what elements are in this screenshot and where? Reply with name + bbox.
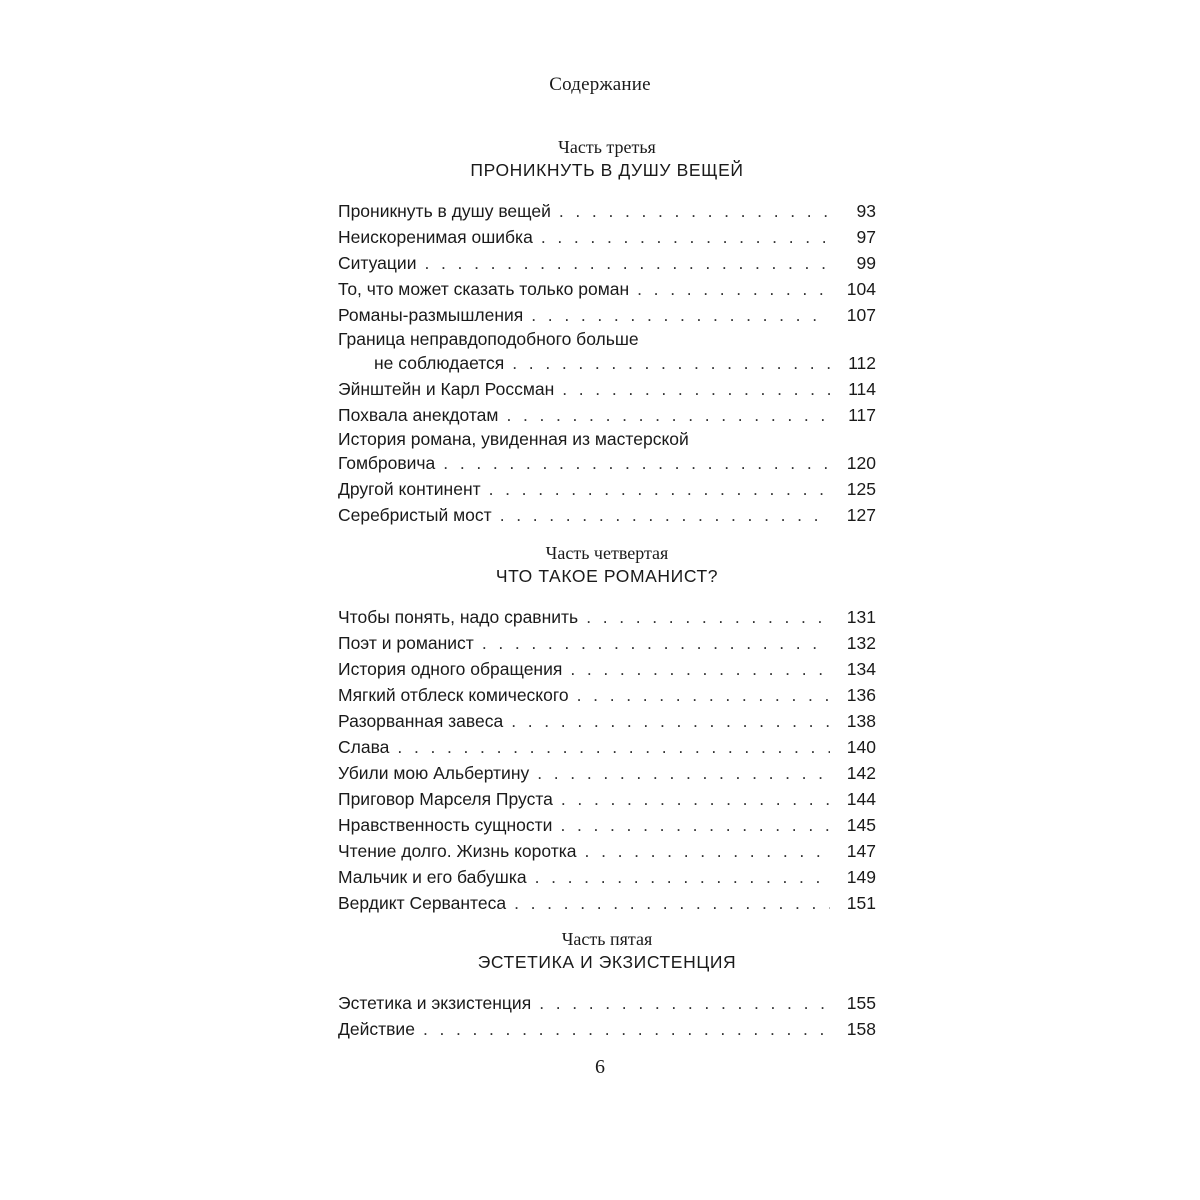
entry-page-number: 138 [846,711,876,731]
entry-title: Разорванная завеса [338,711,504,731]
toc-entry [338,604,876,630]
dot-leader [561,786,830,812]
entry-page-number: 112 [848,353,876,373]
entry-title: Мальчик и его бабушка [338,867,527,887]
entry-title: Другой континент [338,479,481,499]
toc-list [338,990,876,1042]
toc-entry [338,708,876,734]
entry-second-line [338,350,876,376]
entry-title-line-1: История романа, увиденная из мастерской [338,429,689,449]
part-label: Часть третья [558,137,656,157]
dot-leader [535,864,830,890]
entry-title: Приговор Марселя Пруста [338,789,553,809]
entry-page-number: 158 [846,1019,876,1039]
entry-title-line-2: не соблюдается [374,353,505,373]
entry-page-number: 144 [846,789,876,809]
part-title: ЧТО ТАКОЕ РОМАНИСТ? [495,566,719,586]
toc-list [338,604,876,916]
entry-title: Чтение долго. Жизнь коротка [338,841,577,861]
dot-leader [559,198,830,224]
toc-entry [338,224,876,250]
toc-entry [338,428,876,476]
entry-title: Слава [338,737,390,757]
entry-title: Нравственность сущности [338,815,553,835]
entry-title-line-2: Гомбровича [338,453,436,473]
entry-title: Мягкий отблеск комического [338,685,569,705]
part-label: Часть четвертая [545,543,669,563]
entry-title: Действие [338,1019,415,1039]
part-five [338,928,876,1042]
running-head: Содержание [549,74,651,95]
dot-leader [585,838,830,864]
entry-title: Эстетика и экзистенция [338,993,532,1013]
entry-page-number: 97 [856,227,876,247]
dot-leader [512,350,830,376]
toc-entry [338,1016,876,1042]
part-three [338,136,876,528]
part-title: ПРОНИКНУТЬ В ДУШУ ВЕЩЕЙ [470,160,744,180]
entry-page-number: 104 [846,279,876,299]
dot-leader [570,656,830,682]
toc-entry [338,502,876,528]
page-number-folio: 6 [595,1056,605,1078]
toc-list [338,198,876,528]
entry-page-number: 114 [848,379,876,399]
entry-page-number: 151 [846,893,876,913]
dot-leader [637,276,830,302]
dot-leader [541,224,830,250]
entry-title: Серебристый мост [338,505,492,525]
entry-title: Убили мою Альбертину [338,763,530,783]
entry-title: Чтобы понять, надо сравнить [338,607,579,627]
entry-page-number: 117 [848,405,876,425]
entry-title: Поэт и романист [338,633,474,653]
entry-title: Неискоренимая ошибка [338,227,533,247]
entry-page-number: 147 [846,841,876,861]
toc-entry [338,476,876,502]
toc-entry [338,990,876,1016]
toc-entry [338,630,876,656]
entry-page-number: 132 [846,633,876,653]
entry-page-number: 107 [846,305,876,325]
toc-entry [338,864,876,890]
dot-leader [586,604,830,630]
dot-leader [560,812,830,838]
entry-title: Похвала анекдотам [338,405,499,425]
toc-entry [338,276,876,302]
dot-leader [537,760,830,786]
toc-entry [338,328,876,376]
part-title: ЭСТЕТИКА И ЭКЗИСТЕНЦИЯ [477,952,737,972]
dot-leader [423,1016,830,1042]
toc-entry [338,812,876,838]
entry-page-number: 93 [856,201,876,221]
entry-page-number: 136 [846,685,876,705]
dot-leader [562,376,830,402]
toc-entry [338,250,876,276]
entry-page-number: 99 [856,253,876,273]
toc-entry [338,402,876,428]
dot-leader [425,250,831,276]
entry-page-number: 140 [846,737,876,757]
entry-title: Ситуации [338,253,417,273]
toc-entry [338,682,876,708]
dot-leader [511,708,830,734]
dot-leader [397,734,830,760]
entry-title: Романы-размышления [338,305,524,325]
dot-leader [489,476,830,502]
entry-page-number: 155 [846,993,876,1013]
entry-title-line-1: Граница неправдоподобного больше [338,329,639,349]
entry-second-line [338,450,876,476]
dot-leader [482,630,830,656]
entry-page-number: 120 [846,453,876,473]
dot-leader [539,990,830,1016]
dot-leader [531,302,830,328]
toc-entry [338,890,876,916]
entry-page-number: 142 [846,763,876,783]
part-four [338,542,876,916]
dot-leader [443,450,830,476]
toc-entry [338,376,876,402]
entry-title: История одного обращения [338,659,563,679]
entry-page-number: 149 [846,867,876,887]
part-label: Часть пятая [561,929,653,949]
entry-page-number: 131 [846,607,876,627]
entry-page-number: 145 [846,815,876,835]
entry-page-number: 125 [846,479,876,499]
toc-entry [338,786,876,812]
entry-title: Эйнштейн и Карл Россман [338,379,555,399]
toc-entry [338,734,876,760]
dot-leader [514,890,830,916]
dot-leader [506,402,830,428]
dot-leader [500,502,830,528]
entry-page-number: 127 [846,505,876,525]
toc-entry [338,198,876,224]
entry-title: То, что может сказать только роман [338,279,630,299]
toc-entry [338,302,876,328]
entry-title: Проникнуть в душу вещей [338,201,551,221]
toc-entry [338,656,876,682]
entry-title: Вердикт Сервантеса [338,893,507,913]
toc-entry [338,838,876,864]
toc-entry [338,760,876,786]
dot-leader [577,682,830,708]
entry-page-number: 134 [846,659,876,679]
